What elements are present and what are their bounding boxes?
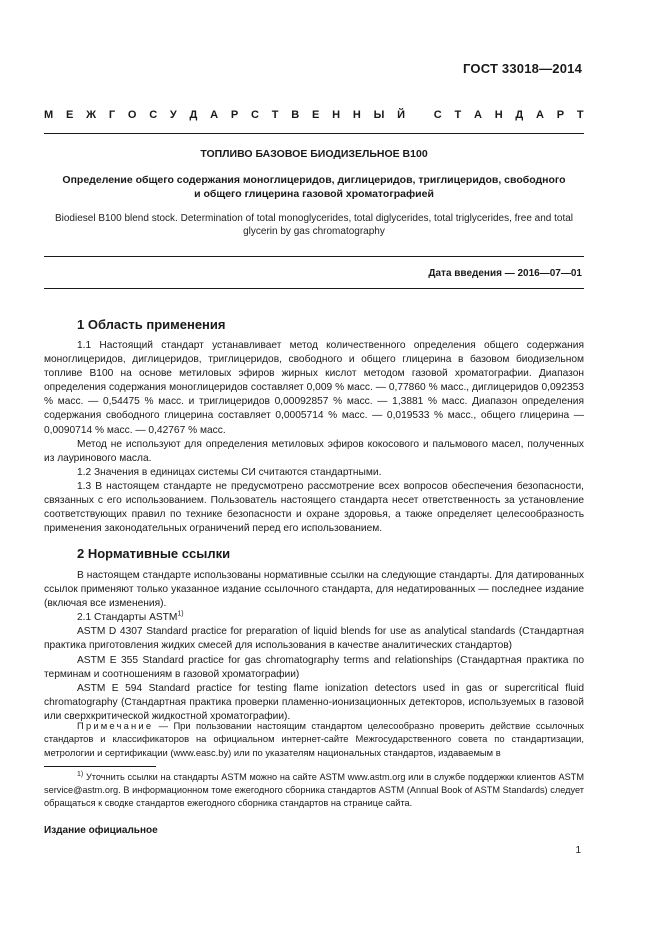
paragraph-2-1 bbox=[44, 611, 584, 625]
banner-letter: Й bbox=[397, 109, 406, 121]
reference-astm-e355: ASTM E 355 Standard practice for gas chromatography terms and relationships (Стандартная практика по терминам и соотношениям в газовой хроматографии) bbox=[44, 654, 584, 680]
reference-astm-e594: ASTM E 594 Standard practice for testing flame ionization detectors used in gas or supercritical fluid chromatography (Стандартная практика проверки пламенно-ионизационных детекторов, используемых в газовой или сверхкритической жидкостной хроматографии). bbox=[44, 682, 584, 722]
banner-letter: Н bbox=[494, 109, 503, 121]
footnote-text: Уточнить ссылки на стандарты ASTM можно на сайте ASTM www.astm.org или в службе поддержки клиентов ASTM service@astm.org. В информационном томе ежегодного сборника стандартов ASTM (Annual Book of ASTM Standards) следует обращаться к сводке стандартов ежегодного сборника стандартов на странице сайта. bbox=[44, 772, 584, 809]
banner-letter: Р bbox=[556, 109, 565, 121]
paragraph-1-1: 1.1 Настоящий стандарт устанавливает метод количественного определения общего содержания моноглицеридов, диглицеридов, триглицеридов, свободного и общего глицерина в базовом биодизельном топливе В100 на основе метиловых эфиров жирных кислот методом газовой хроматографии. Диапазон определения содержания моноглицеридов составляет 0,009 % масс. — 0,77860 % масс., диглицеридов 0,092353 % масс. — 0,54475 % масс. и триглицеридов 0,00092857 % масс. — 1,3881 % масс. Диапазон определения содержания свободного глицерина составляет 0,0005714 % масс. — 0,019533 % масс., общего глицерина — 0,0090714 % масс. — 0,42767 % масс. bbox=[44, 340, 584, 436]
banner-letter: М bbox=[44, 109, 54, 121]
document-subtitle-en bbox=[44, 212, 584, 238]
banner-letter: О bbox=[127, 109, 137, 121]
document-subtitle-ru bbox=[44, 173, 584, 201]
date-rule bbox=[44, 288, 584, 289]
note-label: Примечание bbox=[77, 720, 154, 731]
paragraph-1-3: 1.3 В настоящем стандарте не предусмотрено рассмотрение всех вопросов обеспечения безопасности, связанных с его использованием. Пользователь настоящего стандарта несет ответственность за установление соответствующих правил по технике безопасности и охране здоровья, а также определяет целесообразность применения законодательных ограничений перед его использованием. bbox=[44, 480, 584, 535]
banner-letter: Н bbox=[332, 109, 341, 121]
footnote-marker: 1) bbox=[77, 770, 84, 778]
banner-letter: С bbox=[251, 109, 259, 121]
interstate-standard-banner bbox=[44, 109, 584, 121]
banner-letter: Т bbox=[576, 109, 584, 121]
banner-letter: Д bbox=[515, 109, 524, 121]
banner-letter: Д bbox=[189, 109, 198, 121]
footnote-reference[interactable]: 1) bbox=[177, 610, 184, 618]
banner-letter: А bbox=[473, 109, 482, 121]
banner-gap bbox=[418, 109, 421, 121]
banner-letter: А bbox=[210, 109, 219, 121]
banner-letter: Ы bbox=[373, 109, 385, 121]
note-paragraph bbox=[44, 719, 584, 759]
banner-letter: Т bbox=[454, 109, 462, 121]
section-2-body bbox=[44, 569, 584, 724]
banner-letter: С bbox=[433, 109, 442, 121]
note-text: — При пользовании настоящим стандартом целесообразно проверить действие ссылочных стандартов и классификаторов на официальном интернет-сайте Межгосударственного совета по стандартизации, метрологии и сертификации (www.easc.by) или по указателям национальных стандартов, издаваемым в bbox=[44, 720, 584, 758]
subtitle-ru-line-2: и общего глицерина газовой хроматографией bbox=[194, 188, 434, 200]
official-edition-label: Издание официальное bbox=[44, 825, 158, 836]
paragraph-1-1-note: Метод не используют для определения метиловых эфиров кокосового и пальмового масел, полученных из лауринового масла. bbox=[44, 438, 584, 464]
paragraph-2-1-text: 2.1 Стандарты ASTM bbox=[77, 612, 178, 624]
page-number: 1 bbox=[575, 845, 581, 856]
reference-astm-d4307: ASTM D 4307 Standard practice for preparation of liquid blends for use as analytical standards (Стандартная практика приготовления жидких смесей для использования в качестве аналитических стандартов) bbox=[44, 626, 584, 652]
banner-letter: С bbox=[149, 109, 158, 121]
title-rule bbox=[44, 256, 584, 257]
subtitle-en-line-2: glycerin by gas chromatography bbox=[243, 226, 385, 237]
banner-letter: Т bbox=[271, 109, 279, 121]
paragraph-2-intro: В настоящем стандарте использованы нормативные ссылки на следующие стандарты. Для датированных ссылок применяют только указанное издание ссылочного стандарта, для недатированных — последнее издание (включая все изменения). bbox=[44, 570, 584, 610]
subtitle-en-line-1: Biodiesel B100 blend stock. Determination of total monoglycerides, total diglycerides, total triglycerides, free and total bbox=[54, 213, 574, 224]
section-2-heading: 2 Нормативные ссылки bbox=[77, 546, 231, 561]
paragraph-1-2: 1.2 Значения в единицах системы СИ считаются стандартными. bbox=[77, 466, 382, 478]
introduction-date: Дата введения — 2016—07—01 bbox=[428, 268, 582, 279]
footnote-rule bbox=[44, 766, 156, 767]
standard-number: ГОСТ 33018—2014 bbox=[463, 61, 582, 76]
section-1-body bbox=[44, 339, 584, 536]
document-title: ТОПЛИВО БАЗОВОЕ БИОДИЗЕЛЬНОЕ В100 bbox=[200, 148, 428, 160]
top-rule bbox=[44, 133, 584, 134]
banner-letter: В bbox=[291, 109, 300, 121]
banner-letter: А bbox=[536, 109, 544, 121]
banner-letter: Р bbox=[230, 109, 239, 121]
section-1-heading: 1 Область применения bbox=[77, 317, 226, 332]
footnote bbox=[44, 771, 584, 811]
banner-letter: Н bbox=[352, 109, 361, 121]
banner-letter: Г bbox=[108, 109, 116, 121]
banner-letter: Е bbox=[312, 109, 320, 121]
banner-letter: Ж bbox=[86, 109, 97, 121]
subtitle-ru-line-1: Определение общего содержания моноглицеридов, диглицеридов, триглицеридов, свободного bbox=[62, 174, 566, 186]
banner-letter: Е bbox=[65, 109, 74, 121]
banner-letter: У bbox=[169, 109, 177, 121]
